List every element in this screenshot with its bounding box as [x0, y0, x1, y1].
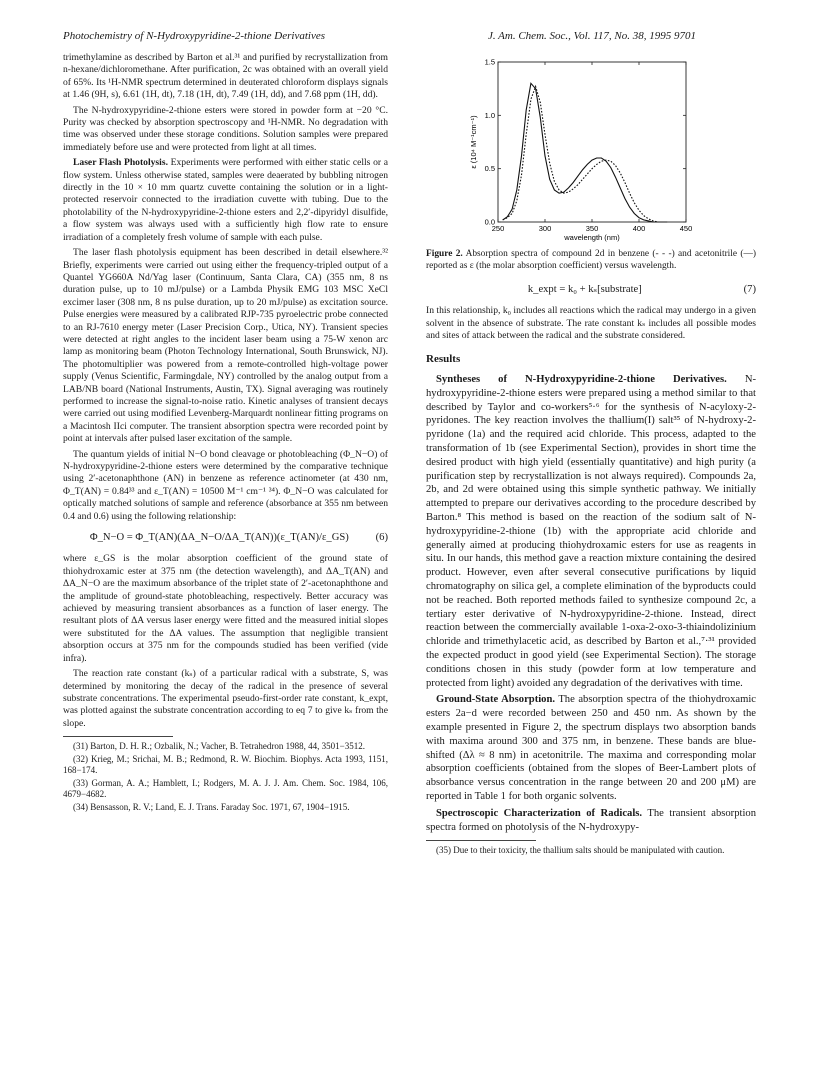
y-tick-label: 1.0	[484, 110, 495, 120]
section-heading-results: Results	[426, 352, 461, 365]
paragraph-text: N-hydroxypyridine-2-thione esters were prepared using a method similar to that described by Taylor and co-workers⁵·⁶ for the synthesis of N-acyloxy-2-pyridones. The key reaction involves the thallium(I) salt³⁵ of N-hydroxy-2-pyridone (1a) and the required acid chloride. This process, adapted to the transformation of 1b (see Experimental Section), provides in short time the desired product with high yield (essentially quantitative) and high purity (a purification step by recrystallization is not always required). Compounds 2a, 2b, and 2d were obtained using this simple synthetic pathway. We initially attempted to prepare our derivatives according to the procedure described by Barton.⁸ This method is based on the reaction of the sodium salt of N-hydroxypyridine-2-thione (1b) with the appropriate acid chloride and generally aimed at producing thiohydroxamic esters for use as reagents in situ. In our hands, this method gave a reaction mixture containing the desired product. However, even after several consecutive purifications by liquid chromatography on silica gel, a complete elimination of the byproducts could not be reached. Both reported methods failed to synthesize compound 2c, a tertiary ester derivative of N-hydroxypyridine-2-thione. Instead, direct reaction between the commercially available 1-oxa-2-oxo-3-thiaindolizinium chloride and trimethylacetic acid, as described by Barton et al.,⁷·³¹ provided the expected product in good yield (see Experimental Section). The storage conditions chosen in this study (powder form at low temperature and protected from light) avoided any degradation of the derivatives with time.	[426, 374, 756, 689]
y-tick-label: 1.5	[484, 57, 495, 67]
acetonitrile-spectrum-line	[503, 83, 668, 222]
figure-caption-text: Absorption spectra of compound 2d in benzene (- - -) and acetonitrile (—) reported as ε (the molar absorption coefficient) versus wavelength.	[426, 249, 757, 271]
x-tick-label: 450	[679, 224, 693, 233]
equation-6	[63, 532, 388, 544]
run-in-heading: Spectroscopic Characterization of Radicals.	[436, 807, 643, 819]
paragraph: trimethylamine as described by Barton et al.³¹ and purified by recrystallization from n-hexane/dichloromethane. After purification, 2c was obtained with an overall yield of 65%. Its ¹H-NMR spectrum determined in deuterated chloroform displays signals at 1.46 (9H, s), 6.61 (1H, dt), 7.18 (1H, dt), 7.49 (1H, dd), and 7.68 ppm (1H, dd).	[63, 52, 388, 101]
y-axis-label: ε (10⁴ M⁻¹cm⁻¹)	[469, 115, 478, 169]
run-in-heading: Syntheses of N-Hydroxypyridine-2-thione Derivatives.	[436, 374, 727, 386]
x-tick-label: 300	[538, 224, 552, 233]
equation-expression: Φ_N−O = Φ_T(AN)(ΔA_N−O/ΔA_T(AN))(ε_T(AN)/ε_GS)	[89, 532, 349, 544]
equation-7	[426, 284, 756, 296]
paragraph	[426, 693, 756, 803]
run-in-heading: Laser Flash Photolysis.	[73, 157, 168, 169]
figure-2	[426, 52, 756, 244]
equation-expression: k_expt = k₀ + kₛ[substrate]	[527, 284, 642, 295]
equation-number: (6)	[375, 532, 388, 544]
x-axis-label: wavelength (nm)	[564, 233, 620, 242]
paragraph: The reaction rate constant (kₛ) of a particular radical with a substrate, S, was determined by monitoring the decay of the radical in the presence of several substrate concentrations. The experimental pseudo-first-order rate constant, k_expt, was plotted against the substrate concentration according to eq 7 to give kₛ from the slope.	[63, 668, 388, 729]
paragraph	[426, 807, 756, 835]
paragraph	[426, 373, 756, 690]
paragraph-text: Experiments were performed with either static cells or a flow system. Unless otherwise stated, samples were deaerated by bubbling nitrogen directly in the 10 × 10 mm quartz cuvette containing the solution or in a light-protected reservoir connected to the irradiation cuvette with tubing. Due to the photolability of the N-hydroxypyridine-2-thione esters and 2,2′-dipyridyl disulfide, a flow system was always used with a sufficiently high flow rate to ensure irradiation of a completely fresh volume of sample with each pulse.	[63, 157, 388, 243]
paragraph: The quantum yields of initial N−O bond cleavage or photobleaching (Φ_N−O) of N-hydroxypyridine-2-thione esters were determined by the comparative technique using 2′-acetonaphthone (AN) in benzene as reference actinometer (at 430 nm, Φ_T(AN) = 0.84³³ and ε_T(AN) = 10500 M⁻¹ cm⁻¹ ³⁴). Φ_N−O was calculated for optically matched solutions of sample and reference (absorbance at 355 nm between 0.4 and 0.6) using the following relationship:	[63, 448, 388, 522]
footnote-rule	[426, 840, 536, 841]
x-tick-label: 350	[585, 224, 599, 233]
footnote: (35) Due to their toxicity, the thallium salts should be manipulated with caution.	[436, 845, 725, 856]
benzene-spectrum-line	[503, 87, 668, 223]
paragraph: In this relationship, k₀ includes all reactions which the radical may undergo in a given solvent in the absence of substrate. The rate constant kₛ includes all possible modes and sites of attack between the radical and the substrate considered.	[426, 305, 756, 342]
footnote: (33) Gorman, A. A.; Hamblett, I.; Rodgers, M. A. J. J. Am. Chem. Soc. 1984, 106, 4679−4682.	[63, 777, 388, 800]
paragraph: The laser flash photolysis equipment has been described in detail elsewhere.³² Briefly, experiments were carried out using either the frequency-tripled output of a Quantel YG660A Nd/Yag laser (Continuum, Santa Clara, CA) (355 nm, 8 ns duration pulse, up to 10 mJ/pulse) or a Lambda Physik EMG 103 MSC XeCl excimer laser (308 nm, 8 ns pulse duration, up to 20 mJ/pulse) as excitation source. Pulse energies were measured by a calibrated RJP-735 pyroelectric probe connected to an RJ-7610 energy meter (Laser Precision Corp., Utica, NY). Transient species were detected at right angles to the incident laser beam using a 75-W xenon arc lamp as monitoring beam (Photon Technology International, South Brunswick, NJ). The photomultiplier was powered from a remote-controlled high-voltage power supply (Venus Scientific, Farmingdale, NY) controlled by the analog output from a LAB/NB board (National Instruments, Austin, TX). Signal averaging was routinely performed to increase the signal-to-noise ratio. Kinetic analyses of transient decays were carried out using modified Levenberg-Marquardt nonlinear fitting programs on a Macintosh IIci computer. The transient absorption spectra were recorded point by point at intervals after pulsed laser excitation of the sample.	[63, 247, 388, 445]
absorption-spectrum-chart	[426, 52, 756, 244]
equation-number: (7)	[743, 284, 756, 295]
footnote: (31) Barton, D. H. R.; Ozbalik, N.; Vacher, B. Tetrahedron 1988, 44, 3501−3512.	[73, 741, 365, 752]
figure-caption	[426, 248, 756, 272]
plot-frame	[498, 62, 686, 222]
paragraph: where ε_GS is the molar absorption coefficient of the ground state of thiohydroxamic ester at 375 nm (the detection wavelength), and ΔA_T(AN) and ΔA_N−O are the maximum absorbance of the triplet state of 2′-acetonaphthone and the amplitude of ground-state photobleaching, respectively. Better accuracy was achieved by measuring transient absorbances as a function of laser energy. The resultant plots of ΔA versus laser energy were fitted and the measured initial slopes were substituted for the ΔA values. The assumption that negligible transient absorption occurs at 375 nm for the compounds studied has been verified (vide infra).	[63, 553, 388, 664]
footnote: (32) Krieg, M.; Srichai, M. B.; Redmond, R. W. Biochim. Biophys. Acta 1993, 1151, 168−174.	[63, 753, 388, 776]
footnote: (34) Bensasson, R. V.; Land, E. J. Trans. Faraday Soc. 1971, 67, 1904−1915.	[73, 801, 350, 812]
x-tick-label: 250	[491, 224, 505, 233]
running-head-title: Photochemistry of N-Hydroxypyridine-2-thione Derivatives	[63, 30, 325, 42]
x-tick-label: 400	[632, 224, 646, 233]
figure-label: Figure 2.	[426, 249, 463, 259]
y-tick-label: 0.5	[484, 164, 495, 174]
left-column	[63, 52, 388, 814]
footnote-rule	[63, 736, 173, 737]
paragraph-text: The transient absorption spectra formed on photolysis of the N-hydroxypy-	[426, 807, 756, 833]
paragraph-text: The absorption spectra of the thiohydroxamic esters 2a−d were recorded between 250 and 450 nm. As shown by the example presented in Figure 2, the spectrum displays two absorption bands with maxima around 300 and 375 nm, in benzene. These bands are blue-shifted (Δλ ≈ 8 nm) in acetonitrile. The maxima and corresponding molar absorption coefficients (obtained from the slopes of Beer-Lambert plots of absorbance versus concentration in the range between 20 and 200 μM) are reported in Table 1 for both organic solvents.	[426, 694, 756, 802]
paragraph	[63, 157, 388, 244]
y-tick-label: 0.0	[484, 217, 495, 227]
run-in-heading: Ground-State Absorption.	[436, 694, 555, 706]
right-column	[426, 52, 756, 858]
running-head-citation: J. Am. Chem. Soc., Vol. 117, No. 38, 1995 9701	[488, 30, 696, 42]
paragraph: The N-hydroxypyridine-2-thione esters were stored in powder form at −20 °C. Purity was checked by absorption spectroscopy and ¹H-NMR. No degradation with time was observed under these storage conditions. Solution samples were prepared immediately before use and were protected from light at all times.	[63, 104, 388, 153]
